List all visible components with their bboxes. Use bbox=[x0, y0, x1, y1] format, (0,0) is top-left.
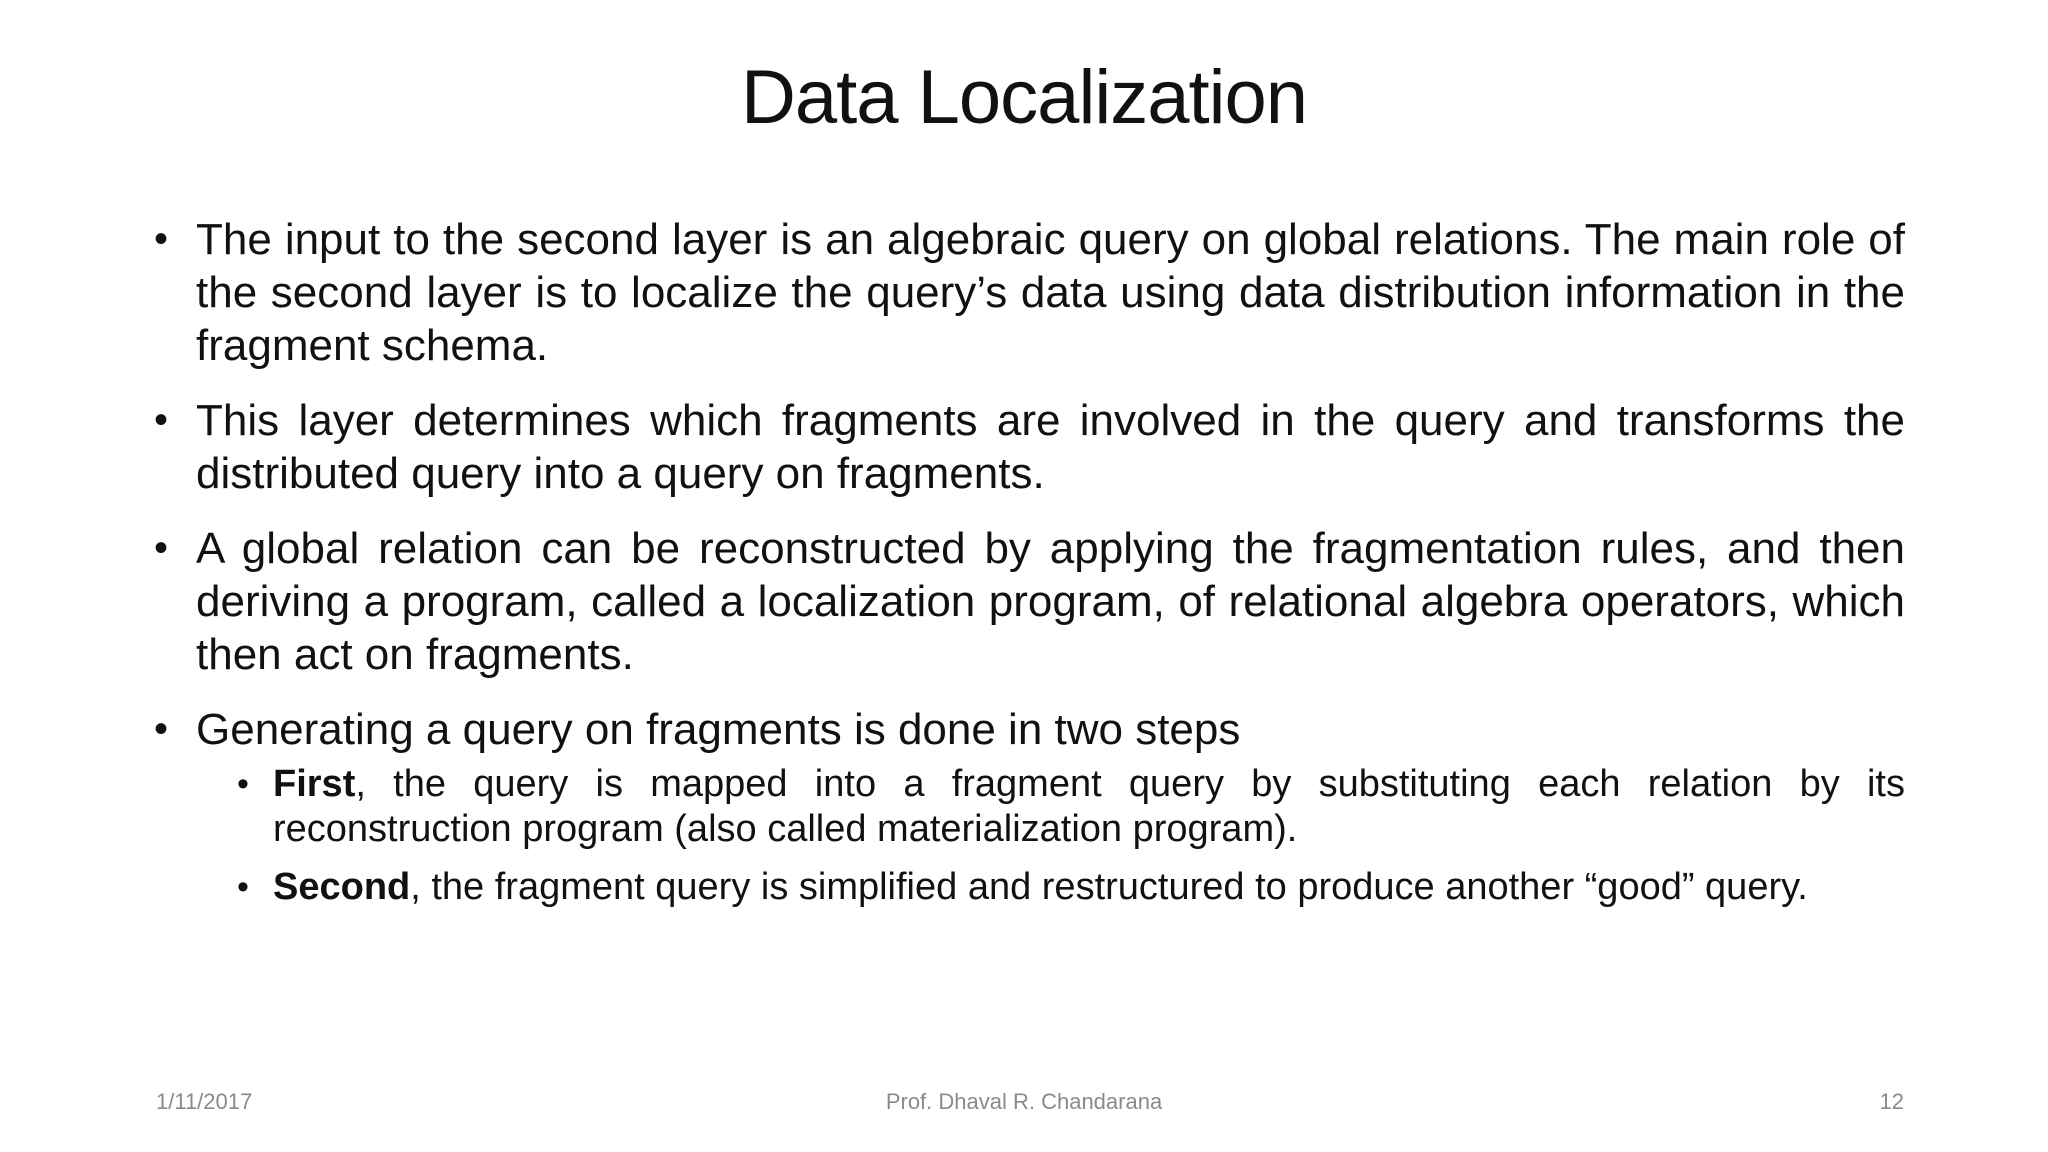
sub-bullet-list bbox=[196, 762, 1905, 910]
footer-author: Prof. Dhaval R. Chandarana bbox=[885, 1089, 1163, 1114]
footer-page-number: 12 bbox=[1879, 1089, 1904, 1114]
bullet-item bbox=[150, 703, 1905, 910]
bullet-dot-icon: • bbox=[154, 526, 169, 570]
sub-bullet-item bbox=[237, 762, 1905, 852]
bullet-dot-icon: • bbox=[154, 398, 169, 442]
bullet-list bbox=[150, 213, 1905, 910]
sub-bullet-dot-icon: • bbox=[237, 765, 249, 803]
bullet-item bbox=[150, 394, 1905, 500]
bullet-item bbox=[150, 522, 1905, 681]
sub-bullet-text: , the fragment query is simplified and restructured to produce another “good” query. bbox=[410, 866, 1808, 908]
sub-bullet-dot-icon: • bbox=[237, 868, 249, 906]
sub-bullet-text: , the query is mapped into a fragment query by substituting each relation by its reconstruction program (also called materialization program). bbox=[273, 763, 1905, 850]
bullet-dot-icon: • bbox=[154, 217, 169, 261]
bullet-text: The input to the second layer is an algebraic query on global relations. The main role of the second layer is to localize the query’s data using data distribution information in the fragment schema. bbox=[196, 215, 1905, 370]
bullet-text: Generating a query on fragments is done in two steps bbox=[196, 705, 1241, 754]
sub-bullet-bold-text: First bbox=[273, 763, 356, 805]
bullet-text: This layer determines which fragments are involved in the query and transforms the distributed query into a query on fragments. bbox=[196, 396, 1905, 498]
bullet-text: A global relation can be reconstructed by applying the fragmentation rules, and then deriving a program, called a localization program, of relational algebra operators, which then act on fragments. bbox=[196, 524, 1905, 679]
slide-title: Data Localization bbox=[740, 55, 1308, 140]
sub-bullet-item bbox=[237, 865, 1905, 910]
bullet-dot-icon: • bbox=[154, 707, 169, 751]
footer-date: 1/11/2017 bbox=[156, 1089, 253, 1114]
sub-bullet-bold-text: Second bbox=[273, 866, 411, 908]
slide-content bbox=[150, 213, 1905, 932]
bullet-item bbox=[150, 213, 1905, 372]
